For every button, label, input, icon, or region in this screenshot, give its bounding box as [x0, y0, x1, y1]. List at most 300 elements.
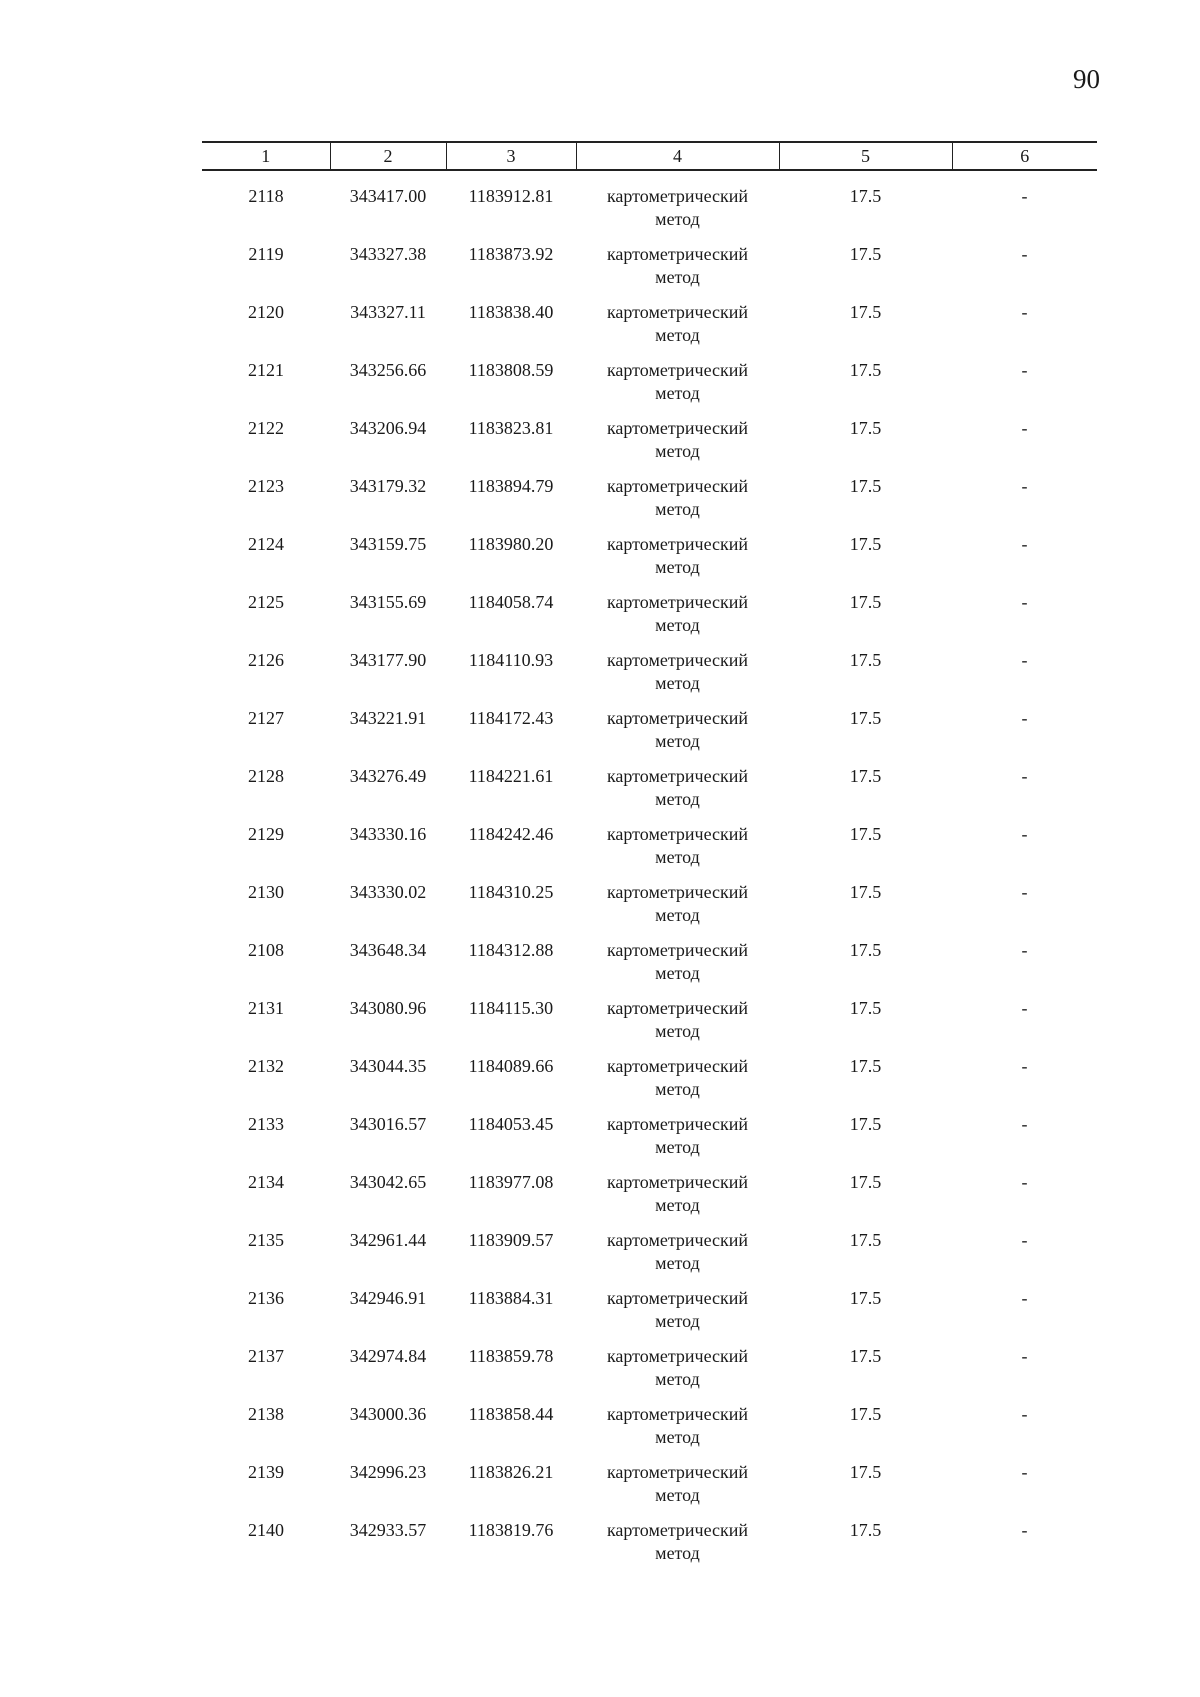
- method-cell: [576, 405, 779, 463]
- accuracy-value: 17.5: [849, 998, 882, 1018]
- note-cell: [952, 1043, 1097, 1101]
- method-line-1: картометрический: [606, 418, 749, 438]
- coord-y-value: 1184221.61: [468, 766, 554, 786]
- table-row: [202, 1043, 1097, 1101]
- note-cell: [952, 1333, 1097, 1391]
- method-line-2: метод: [655, 325, 700, 345]
- point-number-value: 2120: [248, 302, 284, 322]
- point-number-cell: [202, 753, 330, 811]
- note-cell: [952, 521, 1097, 579]
- point-number-cell: [202, 1159, 330, 1217]
- coord-x-value: 343221.91: [349, 708, 427, 728]
- note-cell: [952, 1159, 1097, 1217]
- coord-x-cell: [330, 1275, 446, 1333]
- method-cell: [576, 753, 779, 811]
- coord-y-value: 1183859.78: [468, 1346, 554, 1366]
- coord-x-cell: [330, 579, 446, 637]
- method-cell: [576, 695, 779, 753]
- coord-y-cell: [446, 1159, 576, 1217]
- point-number-value: 2119: [248, 244, 284, 264]
- coord-x-value: 343327.38: [349, 244, 427, 264]
- table-body: [202, 170, 1097, 1565]
- coord-x-cell: [330, 231, 446, 289]
- coord-y-cell: [446, 170, 576, 231]
- coord-x-value: 343042.65: [349, 1172, 427, 1192]
- accuracy-value: 17.5: [849, 1114, 882, 1134]
- coord-x-cell: [330, 985, 446, 1043]
- point-number-value: 2129: [248, 824, 284, 844]
- method-line-1: картометрический: [606, 1056, 749, 1076]
- note-cell: [952, 347, 1097, 405]
- accuracy-value: 17.5: [849, 302, 882, 322]
- point-number-cell: [202, 637, 330, 695]
- point-number-cell: [202, 927, 330, 985]
- method-line-2: метод: [655, 441, 700, 461]
- coord-x-value: 343179.32: [349, 476, 427, 496]
- method-line-2: метод: [655, 615, 700, 635]
- point-number-value: 2140: [248, 1520, 284, 1540]
- coord-y-value: 1184058.74: [468, 592, 554, 612]
- coord-x-cell: [330, 1043, 446, 1101]
- note-value: -: [1021, 1520, 1028, 1540]
- coord-y-value: 1184053.45: [468, 1114, 554, 1134]
- header-col-5: 5: [779, 142, 952, 170]
- method-cell: [576, 1101, 779, 1159]
- note-value: -: [1021, 592, 1028, 612]
- coord-y-value: 1184172.43: [468, 708, 554, 728]
- coord-x-value: 342974.84: [349, 1346, 427, 1366]
- point-number-cell: [202, 1043, 330, 1101]
- method-line-1: картометрический: [606, 1114, 749, 1134]
- point-number-cell: [202, 231, 330, 289]
- method-line-2: метод: [655, 789, 700, 809]
- method-line-1: картометрический: [606, 1346, 749, 1366]
- coord-x-value: 342996.23: [349, 1462, 427, 1482]
- table-row: [202, 985, 1097, 1043]
- note-value: -: [1021, 1462, 1028, 1482]
- coord-y-value: 1183980.20: [468, 534, 554, 554]
- method-cell: [576, 463, 779, 521]
- table-row: [202, 927, 1097, 985]
- point-number-value: 2121: [248, 360, 284, 380]
- method-line-1: картометрический: [606, 360, 749, 380]
- point-number-cell: [202, 521, 330, 579]
- point-number-cell: [202, 289, 330, 347]
- note-value: -: [1021, 244, 1028, 264]
- point-number-value: 2130: [248, 882, 284, 902]
- coord-x-cell: [330, 869, 446, 927]
- point-number-value: 2126: [248, 650, 284, 670]
- note-cell: [952, 637, 1097, 695]
- page-number: 90: [1073, 64, 1100, 94]
- accuracy-value: 17.5: [849, 244, 882, 264]
- note-cell: [952, 405, 1097, 463]
- accuracy-value: 17.5: [849, 882, 882, 902]
- method-line-2: метод: [655, 267, 700, 287]
- method-line-2: метод: [655, 673, 700, 693]
- note-cell: [952, 289, 1097, 347]
- method-line-1: картометрический: [606, 1404, 749, 1424]
- note-value: -: [1021, 940, 1028, 960]
- table-row: [202, 1449, 1097, 1507]
- coord-x-value: 343000.36: [349, 1404, 427, 1424]
- coord-y-cell: [446, 869, 576, 927]
- table-row: [202, 170, 1097, 231]
- coord-x-value: 343159.75: [349, 534, 427, 554]
- note-cell: [952, 1391, 1097, 1449]
- point-number-value: 2127: [248, 708, 284, 728]
- coord-y-cell: [446, 1101, 576, 1159]
- method-cell: [576, 1043, 779, 1101]
- coord-x-value: 343016.57: [349, 1114, 427, 1134]
- accuracy-value: 17.5: [849, 476, 882, 496]
- coord-x-value: 343177.90: [349, 650, 427, 670]
- coord-y-value: 1184242.46: [468, 824, 554, 844]
- note-cell: [952, 1449, 1097, 1507]
- accuracy-value: 17.5: [849, 418, 882, 438]
- table-row: [202, 1159, 1097, 1217]
- header-col-3: 3: [446, 142, 576, 170]
- accuracy-value: 17.5: [849, 766, 882, 786]
- point-number-value: 2133: [248, 1114, 284, 1134]
- coord-x-cell: [330, 1159, 446, 1217]
- accuracy-cell: [779, 1449, 952, 1507]
- method-line-2: метод: [655, 1021, 700, 1041]
- accuracy-value: 17.5: [849, 1520, 882, 1540]
- note-cell: [952, 231, 1097, 289]
- note-cell: [952, 1507, 1097, 1565]
- coord-x-value: 343276.49: [349, 766, 427, 786]
- point-number-cell: [202, 1507, 330, 1565]
- coord-y-cell: [446, 1043, 576, 1101]
- coord-x-value: 343080.96: [349, 998, 427, 1018]
- coord-x-cell: [330, 695, 446, 753]
- coord-x-cell: [330, 1391, 446, 1449]
- method-line-2: метод: [655, 731, 700, 751]
- point-number-cell: [202, 869, 330, 927]
- accuracy-cell: [779, 637, 952, 695]
- method-line-2: метод: [655, 1079, 700, 1099]
- accuracy-value: 17.5: [849, 650, 882, 670]
- accuracy-cell: [779, 1043, 952, 1101]
- point-number-cell: [202, 1275, 330, 1333]
- table-row: [202, 1391, 1097, 1449]
- coord-y-value: 1183884.31: [468, 1288, 554, 1308]
- method-cell: [576, 985, 779, 1043]
- note-value: -: [1021, 1346, 1028, 1366]
- coord-y-value: 1183808.59: [468, 360, 554, 380]
- method-line-1: картометрический: [606, 592, 749, 612]
- coord-x-value: 343417.00: [349, 186, 427, 206]
- accuracy-cell: [779, 1391, 952, 1449]
- method-line-1: картометрический: [606, 940, 749, 960]
- table-row: [202, 289, 1097, 347]
- note-value: -: [1021, 1230, 1028, 1250]
- accuracy-cell: [779, 753, 952, 811]
- method-line-1: картометрический: [606, 186, 749, 206]
- accuracy-value: 17.5: [849, 1462, 882, 1482]
- accuracy-value: 17.5: [849, 592, 882, 612]
- point-number-value: 2122: [248, 418, 284, 438]
- table-row: [202, 1217, 1097, 1275]
- point-number-value: 2131: [248, 998, 284, 1018]
- coord-x-value: 343206.94: [349, 418, 427, 438]
- table-row: [202, 405, 1097, 463]
- note-cell: [952, 869, 1097, 927]
- coord-y-cell: [446, 753, 576, 811]
- method-line-1: картометрический: [606, 476, 749, 496]
- point-number-value: 2124: [248, 534, 284, 554]
- accuracy-cell: [779, 927, 952, 985]
- table-row: [202, 811, 1097, 869]
- point-number-cell: [202, 1391, 330, 1449]
- coord-y-cell: [446, 231, 576, 289]
- note-value: -: [1021, 882, 1028, 902]
- note-value: -: [1021, 418, 1028, 438]
- note-cell: [952, 170, 1097, 231]
- coord-x-cell: [330, 170, 446, 231]
- coord-y-cell: [446, 811, 576, 869]
- note-cell: [952, 985, 1097, 1043]
- table-row: [202, 347, 1097, 405]
- method-line-1: картометрический: [606, 650, 749, 670]
- method-line-2: метод: [655, 1311, 700, 1331]
- point-number-value: 2138: [248, 1404, 284, 1424]
- coord-x-cell: [330, 637, 446, 695]
- coord-y-cell: [446, 927, 576, 985]
- point-number-value: 2118: [248, 186, 284, 206]
- method-cell: [576, 927, 779, 985]
- point-number-cell: [202, 405, 330, 463]
- coord-y-value: 1183823.81: [468, 418, 554, 438]
- accuracy-cell: [779, 231, 952, 289]
- accuracy-value: 17.5: [849, 1346, 882, 1366]
- coord-y-cell: [446, 1391, 576, 1449]
- note-cell: [952, 463, 1097, 521]
- accuracy-cell: [779, 579, 952, 637]
- coord-y-value: 1184089.66: [468, 1056, 554, 1076]
- coord-y-cell: [446, 463, 576, 521]
- method-line-1: картометрический: [606, 1230, 749, 1250]
- coord-x-cell: [330, 347, 446, 405]
- header-col-4: 4: [576, 142, 779, 170]
- method-line-2: метод: [655, 1427, 700, 1447]
- coord-x-value: 343155.69: [349, 592, 427, 612]
- coord-y-value: 1184115.30: [468, 998, 554, 1018]
- table-header: [202, 142, 1097, 170]
- method-cell: [576, 347, 779, 405]
- coord-y-value: 1183826.21: [468, 1462, 554, 1482]
- coord-y-cell: [446, 1333, 576, 1391]
- accuracy-value: 17.5: [849, 708, 882, 728]
- method-line-2: метод: [655, 1253, 700, 1273]
- coord-y-cell: [446, 985, 576, 1043]
- method-line-2: метод: [655, 1543, 700, 1563]
- note-value: -: [1021, 1288, 1028, 1308]
- accuracy-cell: [779, 1217, 952, 1275]
- point-number-cell: [202, 1333, 330, 1391]
- accuracy-cell: [779, 1101, 952, 1159]
- accuracy-cell: [779, 1159, 952, 1217]
- accuracy-cell: [779, 1275, 952, 1333]
- accuracy-value: 17.5: [849, 1172, 882, 1192]
- accuracy-cell: [779, 985, 952, 1043]
- note-cell: [952, 753, 1097, 811]
- point-number-value: 2132: [248, 1056, 284, 1076]
- coord-x-cell: [330, 1333, 446, 1391]
- note-value: -: [1021, 708, 1028, 728]
- method-line-1: картометрический: [606, 708, 749, 728]
- coord-x-value: 343330.02: [349, 882, 427, 902]
- coord-x-cell: [330, 289, 446, 347]
- method-line-2: метод: [655, 1195, 700, 1215]
- accuracy-cell: [779, 811, 952, 869]
- method-line-2: метод: [655, 1485, 700, 1505]
- accuracy-cell: [779, 463, 952, 521]
- point-number-cell: [202, 985, 330, 1043]
- accuracy-value: 17.5: [849, 824, 882, 844]
- accuracy-value: 17.5: [849, 534, 882, 554]
- point-number-value: 2125: [248, 592, 284, 612]
- accuracy-value: 17.5: [849, 940, 882, 960]
- point-number-cell: [202, 1217, 330, 1275]
- method-line-2: метод: [655, 1137, 700, 1157]
- coord-y-cell: [446, 405, 576, 463]
- coord-y-value: 1183909.57: [468, 1230, 554, 1250]
- method-cell: [576, 1333, 779, 1391]
- note-cell: [952, 1275, 1097, 1333]
- coord-y-cell: [446, 347, 576, 405]
- note-value: -: [1021, 476, 1028, 496]
- accuracy-value: 17.5: [849, 1288, 882, 1308]
- method-cell: [576, 1275, 779, 1333]
- method-line-1: картометрический: [606, 1520, 749, 1540]
- point-number-value: 2108: [248, 940, 284, 960]
- method-line-2: метод: [655, 499, 700, 519]
- point-number-value: 2128: [248, 766, 284, 786]
- coord-x-cell: [330, 1449, 446, 1507]
- method-cell: [576, 231, 779, 289]
- table-row: [202, 1507, 1097, 1565]
- table-row: [202, 869, 1097, 927]
- method-line-1: картометрический: [606, 534, 749, 554]
- table-row: [202, 231, 1097, 289]
- method-cell: [576, 869, 779, 927]
- note-value: -: [1021, 1114, 1028, 1134]
- method-line-1: картометрический: [606, 302, 749, 322]
- method-line-1: картометрический: [606, 244, 749, 264]
- note-value: -: [1021, 650, 1028, 670]
- coord-x-value: 342946.91: [349, 1288, 427, 1308]
- coord-y-value: 1183977.08: [468, 1172, 554, 1192]
- coord-x-cell: [330, 521, 446, 579]
- coord-x-cell: [330, 927, 446, 985]
- point-number-cell: [202, 347, 330, 405]
- note-value: -: [1021, 766, 1028, 786]
- coord-y-value: 1183858.44: [468, 1404, 554, 1424]
- coord-y-value: 1183819.76: [468, 1520, 554, 1540]
- point-number-cell: [202, 463, 330, 521]
- point-number-value: 2123: [248, 476, 284, 496]
- note-value: -: [1021, 824, 1028, 844]
- accuracy-cell: [779, 1333, 952, 1391]
- table-row: [202, 1275, 1097, 1333]
- method-line-2: метод: [655, 1369, 700, 1389]
- method-cell: [576, 1159, 779, 1217]
- point-number-value: 2136: [248, 1288, 284, 1308]
- coord-x-value: 343327.11: [350, 302, 426, 322]
- coord-y-cell: [446, 289, 576, 347]
- coord-y-value: 1184310.25: [468, 882, 554, 902]
- coord-y-cell: [446, 521, 576, 579]
- method-line-1: картометрический: [606, 882, 749, 902]
- coord-y-value: 1183894.79: [468, 476, 554, 496]
- coord-y-cell: [446, 579, 576, 637]
- table-row: [202, 521, 1097, 579]
- accuracy-value: 17.5: [849, 1056, 882, 1076]
- method-line-2: метод: [655, 383, 700, 403]
- accuracy-value: 17.5: [849, 1230, 882, 1250]
- coord-x-value: 343648.34: [349, 940, 427, 960]
- point-number-value: 2137: [248, 1346, 284, 1366]
- coord-y-cell: [446, 637, 576, 695]
- accuracy-value: 17.5: [849, 186, 882, 206]
- method-line-1: картометрический: [606, 1462, 749, 1482]
- coord-y-cell: [446, 1507, 576, 1565]
- coord-x-cell: [330, 753, 446, 811]
- note-value: -: [1021, 1056, 1028, 1076]
- method-cell: [576, 1507, 779, 1565]
- table-row: [202, 695, 1097, 753]
- coord-x-cell: [330, 463, 446, 521]
- coord-y-value: 1184312.88: [468, 940, 554, 960]
- accuracy-cell: [779, 1507, 952, 1565]
- header-col-2: 2: [330, 142, 446, 170]
- accuracy-cell: [779, 869, 952, 927]
- note-cell: [952, 1101, 1097, 1159]
- method-line-1: картометрический: [606, 766, 749, 786]
- method-line-2: метод: [655, 905, 700, 925]
- coord-x-value: 342933.57: [349, 1520, 427, 1540]
- coord-y-cell: [446, 695, 576, 753]
- accuracy-cell: [779, 289, 952, 347]
- coordinates-table: [202, 141, 1097, 1565]
- note-value: -: [1021, 998, 1028, 1018]
- method-cell: [576, 521, 779, 579]
- note-value: -: [1021, 186, 1028, 206]
- note-value: -: [1021, 1404, 1028, 1424]
- note-cell: [952, 927, 1097, 985]
- method-line-1: картометрический: [606, 998, 749, 1018]
- coord-y-cell: [446, 1275, 576, 1333]
- method-cell: [576, 170, 779, 231]
- point-number-cell: [202, 579, 330, 637]
- method-line-2: метод: [655, 557, 700, 577]
- coord-x-cell: [330, 1101, 446, 1159]
- accuracy-cell: [779, 170, 952, 231]
- method-line-2: метод: [655, 963, 700, 983]
- point-number-cell: [202, 811, 330, 869]
- method-cell: [576, 637, 779, 695]
- coord-x-value: 343330.16: [349, 824, 427, 844]
- point-number-cell: [202, 170, 330, 231]
- coord-y-cell: [446, 1449, 576, 1507]
- method-cell: [576, 1217, 779, 1275]
- point-number-value: 2139: [248, 1462, 284, 1482]
- coord-x-cell: [330, 1507, 446, 1565]
- accuracy-value: 17.5: [849, 1404, 882, 1424]
- coord-y-value: 1184110.93: [468, 650, 554, 670]
